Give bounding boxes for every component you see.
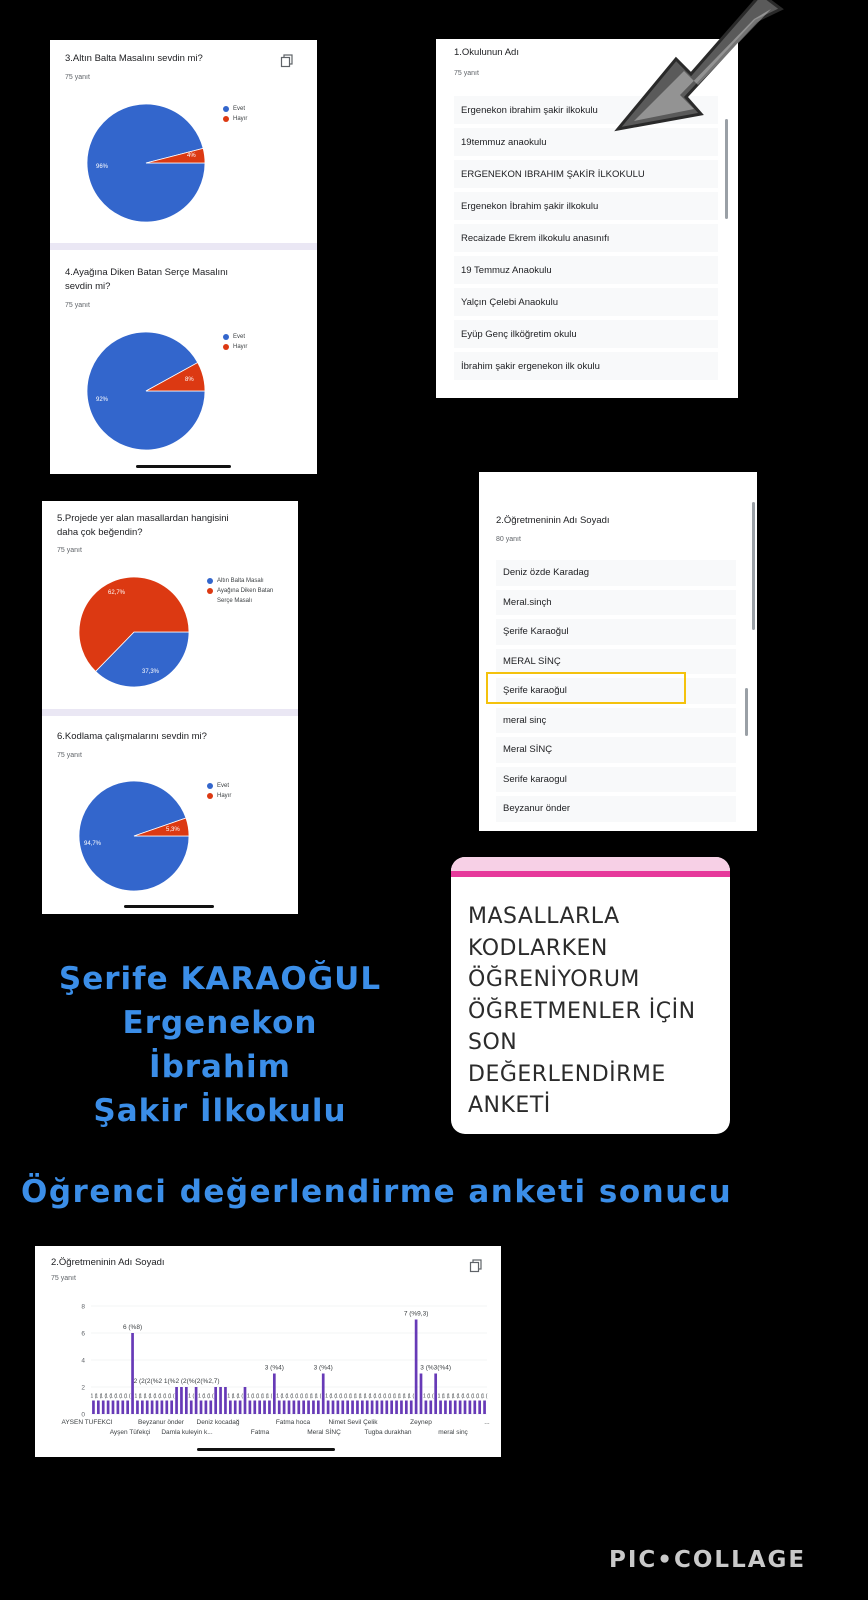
x-tick-label: meral sinç <box>438 1429 468 1436</box>
pie-chart <box>86 103 206 223</box>
data-label: 1 ( <box>369 1393 376 1400</box>
bar <box>312 1401 315 1415</box>
data-label: 1 ( <box>286 1393 292 1400</box>
data-label: 1 ( <box>227 1393 234 1400</box>
slice-label-altin-balta: 37,3% <box>142 669 160 675</box>
bar <box>371 1401 374 1415</box>
data-label: 1 ( <box>198 1393 204 1400</box>
data-label: 1 ( <box>119 1393 126 1400</box>
survey-title <box>468 901 696 1122</box>
bar <box>224 1387 227 1414</box>
data-label: 1 ( <box>374 1393 380 1400</box>
data-label: 1 ( <box>237 1393 244 1400</box>
bar <box>258 1401 261 1415</box>
data-label: 1 ( <box>202 1393 209 1400</box>
bar <box>180 1387 183 1414</box>
pic-collage-watermark: PIC•COLLAGE <box>609 1547 807 1573</box>
data-label: 1 ( <box>364 1393 371 1400</box>
bar <box>249 1401 252 1415</box>
scrollbar[interactable] <box>752 502 755 630</box>
bar <box>263 1401 266 1415</box>
y-tick-label: 0 <box>81 1411 85 1419</box>
school-name: Şakir İlkokulu <box>93 1093 347 1129</box>
list-item: Deniz özde Karadag <box>496 560 736 586</box>
bar <box>381 1401 384 1415</box>
bar <box>151 1401 154 1415</box>
bar <box>415 1320 418 1415</box>
list-item: Recaizade Ekrem ilkokulu anasınıfı <box>454 224 718 252</box>
x-tick-label: ... <box>484 1419 490 1426</box>
response-count: 75 yanıt <box>454 70 479 77</box>
data-label: 1 ( <box>154 1393 160 1400</box>
bar <box>200 1401 203 1415</box>
bar <box>278 1401 281 1415</box>
data-label: 3 (%4) <box>264 1364 284 1372</box>
data-label: 2 (2(2(%2 1(%2 (2(%(2(%2,7) <box>133 1378 220 1385</box>
bar-chart-card <box>35 1246 501 1457</box>
list-item: Şerife Karaoğul <box>496 619 736 645</box>
list-item: Yalçın Çelebi Anaokulu <box>454 288 718 316</box>
bar <box>205 1401 208 1415</box>
bar <box>253 1401 256 1415</box>
list-item: Serife karaogul <box>496 767 736 793</box>
data-label: 1 ( <box>295 1393 302 1400</box>
data-label: 1 ( <box>398 1393 405 1400</box>
list-item: MERAL SİNÇ <box>496 649 736 675</box>
pie-chart <box>78 780 190 892</box>
bar <box>293 1401 296 1415</box>
bar <box>297 1401 300 1415</box>
author-block <box>50 957 390 1133</box>
question-title: 6.Kodlama çalışmalarını sevdin mi? <box>57 731 207 742</box>
bar <box>92 1401 95 1415</box>
data-label: 1 ( <box>95 1393 102 1400</box>
data-label: 1 ( <box>315 1393 322 1400</box>
data-label: 1 ( <box>188 1393 195 1400</box>
bar <box>136 1401 139 1415</box>
bar <box>356 1401 359 1415</box>
section-divider <box>50 243 317 250</box>
bar-chart <box>35 1246 501 1457</box>
bar <box>361 1401 364 1415</box>
data-label: 1 ( <box>378 1393 385 1400</box>
pie-chart <box>78 576 190 688</box>
bar <box>385 1401 388 1415</box>
data-label: 1 ( <box>437 1393 444 1400</box>
bar <box>239 1401 242 1415</box>
data-label: 1 ( <box>466 1393 473 1400</box>
x-tick-label: Ayşen Tüfekçi <box>109 1429 151 1436</box>
data-label: 1 ( <box>246 1393 253 1400</box>
data-label: 1 ( <box>207 1393 214 1400</box>
chart-title: 2.Öğretmeninin Adı Soyadı <box>51 1257 165 1268</box>
bar <box>425 1401 428 1415</box>
list-item: 19 Temmuz Anaokulu <box>454 256 718 284</box>
accent-strip <box>451 857 730 871</box>
data-label: 1 ( <box>305 1393 312 1400</box>
data-label: 1 ( <box>281 1393 288 1400</box>
list-item: Ergenekon ibrahim şakir ilkokulu <box>454 96 718 124</box>
bar <box>102 1401 105 1415</box>
data-label: 1 ( <box>481 1393 488 1400</box>
bar <box>420 1374 423 1415</box>
question-title: 5.Projede yer alan masallardan hangisini daha çok beğendin? <box>57 513 229 538</box>
bar <box>405 1401 408 1415</box>
data-label: 1 ( <box>256 1393 263 1400</box>
bar <box>141 1401 144 1415</box>
response-count: 75 yanıt <box>65 302 90 309</box>
legend-swatch-hayir <box>207 793 213 799</box>
legend-label: Altın Balta Masalı <box>217 578 264 584</box>
list-item: Ergenekon İbrahim şakir ilkokulu <box>454 192 718 220</box>
legend-label: Evet <box>233 334 246 340</box>
title-line: ÖĞRENİYORUM <box>468 967 640 992</box>
x-tick-label: Fatma <box>250 1429 270 1436</box>
bar <box>473 1401 476 1415</box>
bar <box>97 1401 100 1415</box>
question-title: 3.Altın Balta Masalını sevdin mi? <box>65 53 203 64</box>
legend-label: Evet <box>233 106 246 112</box>
data-label: 1 ( <box>261 1393 268 1400</box>
x-tick-label: Zeynep <box>410 1419 432 1426</box>
data-label: 7 (%9,3) <box>403 1310 429 1318</box>
bar <box>434 1374 437 1415</box>
data-label: 1 ( <box>110 1393 116 1400</box>
arrow-annotation <box>606 0 786 169</box>
bar <box>107 1401 110 1415</box>
y-tick-label: 2 <box>81 1384 85 1392</box>
data-label: 1 ( <box>310 1393 317 1400</box>
legend-label: Hayır <box>233 116 248 122</box>
bar <box>288 1401 291 1415</box>
data-label: 1 ( <box>100 1393 107 1400</box>
section-heading: Öğrenci değerlendirme anketi sonucu <box>21 1174 733 1210</box>
data-label: 1 ( <box>266 1393 273 1400</box>
bar <box>244 1387 247 1414</box>
scrollbar[interactable] <box>745 688 748 736</box>
data-label: 1 ( <box>105 1393 112 1400</box>
bar <box>268 1401 271 1415</box>
data-label: 1 ( <box>158 1393 165 1400</box>
data-label: 1 ( <box>334 1393 341 1400</box>
slice-label-serce: 62,7% <box>108 590 126 596</box>
slice-label-evet: 94,7% <box>84 841 102 847</box>
title-line: KODLARKEN <box>468 935 608 961</box>
data-label: 1 ( <box>168 1393 175 1400</box>
bar <box>459 1401 462 1415</box>
pie-chart <box>86 331 206 451</box>
bar <box>444 1401 447 1415</box>
data-label: 1 ( <box>251 1393 258 1400</box>
bar <box>366 1401 369 1415</box>
list-card-q1 <box>436 39 738 398</box>
question-title: 4.Ayağına Diken Batan Serçe Masalını sevdin mi? <box>65 267 229 292</box>
slice-label-hayir: 5,3% <box>166 827 180 833</box>
bar <box>229 1401 232 1415</box>
legend-label: Hayır <box>233 344 248 350</box>
bar <box>131 1333 134 1414</box>
legend-label: Evet <box>217 783 230 789</box>
data-label: 1 ( <box>344 1393 351 1400</box>
home-indicator <box>136 465 231 468</box>
legend-swatch-evet <box>223 106 229 112</box>
bar <box>283 1401 286 1415</box>
legend <box>207 781 231 801</box>
response-count: 75 yanıt <box>51 1275 76 1282</box>
title-line: MASALLARLA <box>468 904 620 929</box>
bar <box>156 1401 159 1415</box>
bar <box>214 1387 217 1414</box>
y-tick-label: 8 <box>81 1303 85 1311</box>
data-label: 3 (%3(%4) <box>420 1364 452 1372</box>
data-label: 1 ( <box>163 1393 170 1400</box>
y-tick-label: 6 <box>81 1330 85 1338</box>
x-tick-label: Deniz kocadağ <box>196 1419 240 1426</box>
bar <box>327 1401 330 1415</box>
bar <box>112 1401 115 1415</box>
data-label: 1 ( <box>139 1393 146 1400</box>
bar <box>165 1401 168 1415</box>
bar <box>400 1401 403 1415</box>
data-label: 1 ( <box>359 1393 366 1400</box>
author-name: Şerife KARAOĞUL <box>58 961 382 997</box>
legend-swatch-evet <box>207 783 213 789</box>
response-count: 75 yanıt <box>57 752 82 759</box>
data-label: 6 (%8) <box>122 1324 143 1331</box>
highlight-box <box>486 672 686 704</box>
bar <box>351 1401 354 1415</box>
bar <box>117 1401 120 1415</box>
data-label: 1 ( <box>276 1393 283 1400</box>
list-item: meral sinç <box>496 708 736 734</box>
section-divider <box>42 709 298 716</box>
title-line: ANKETİ <box>468 1093 551 1118</box>
data-label: 1 ( <box>408 1393 415 1400</box>
bar <box>234 1401 237 1415</box>
bar <box>341 1401 344 1415</box>
accent-strip <box>451 871 730 877</box>
list-card-q2 <box>479 472 757 831</box>
x-tick-label: Nimet Sevil Çelik <box>328 1419 378 1426</box>
data-label: 1 ( <box>457 1393 464 1400</box>
legend-swatch-hayir <box>223 344 229 350</box>
bar <box>322 1374 325 1415</box>
legend-swatch-serce <box>207 588 213 594</box>
title-line: ÖĞRETMENLER İÇİN <box>468 998 696 1024</box>
home-indicator <box>197 1448 335 1451</box>
data-label: 1 ( <box>422 1393 429 1400</box>
bar <box>209 1401 212 1415</box>
slice-label-hayir: 4% <box>187 153 196 159</box>
bar <box>410 1401 413 1415</box>
x-tick-label: Tugba durakhan <box>364 1429 412 1436</box>
title-line: DEĞERLENDİRME <box>468 1061 666 1087</box>
y-tick-label: 4 <box>81 1357 85 1365</box>
legend-label: Ayağına Diken Batan Serçe Masalı <box>217 588 274 604</box>
home-indicator <box>124 905 214 908</box>
bar <box>121 1401 124 1415</box>
bar <box>449 1401 452 1415</box>
legend <box>223 104 247 124</box>
data-label: 1 ( <box>124 1393 131 1400</box>
bar <box>346 1401 349 1415</box>
x-tick-label: Fatma hoca <box>275 1419 311 1426</box>
bar <box>395 1401 398 1415</box>
x-tick-label: AYSEN TUFEKCI <box>61 1419 113 1426</box>
bar <box>478 1401 481 1415</box>
bar <box>439 1401 442 1415</box>
legend-swatch-altin-balta <box>207 578 213 584</box>
response-count: 80 yanıt <box>496 536 521 543</box>
bar <box>376 1401 379 1415</box>
bar <box>190 1401 193 1415</box>
slice-label-evet: 96% <box>96 164 109 170</box>
data-label: 1 ( <box>354 1393 361 1400</box>
title-line: SON <box>468 1030 518 1055</box>
data-label: 1 ( <box>388 1393 395 1400</box>
copy-icon[interactable] <box>280 54 294 68</box>
bar <box>175 1387 178 1414</box>
list-item: Eyüp Genç ilköğretim okulu <box>454 320 718 348</box>
bar <box>464 1401 467 1415</box>
data-label: 1 ( <box>403 1393 410 1400</box>
list-item: Şerife karaoğul <box>496 678 736 704</box>
bar <box>332 1401 335 1415</box>
data-label: 1 ( <box>325 1393 332 1400</box>
bar <box>469 1401 472 1415</box>
school-name: Ergenekon İbrahim <box>122 1005 318 1085</box>
bar <box>317 1401 320 1415</box>
question-title: 2.Öğretmeninin Adı Soyadı <box>496 515 610 526</box>
x-tick-label: Meral SİNÇ <box>307 1429 341 1436</box>
legend <box>207 576 273 606</box>
data-label: 1 ( <box>427 1393 434 1400</box>
survey-title-card <box>451 857 730 1134</box>
data-label: 1 ( <box>452 1393 459 1400</box>
bar <box>483 1401 486 1415</box>
bar <box>146 1401 149 1415</box>
question-title: 1.Okulunun Adı <box>454 47 519 58</box>
legend-label: Hayır <box>217 793 232 799</box>
bar <box>195 1387 198 1414</box>
data-label: 1 ( <box>447 1393 454 1400</box>
list-item: Meral.sinçh <box>496 590 736 616</box>
bar <box>302 1401 305 1415</box>
data-label: 1 ( <box>462 1393 468 1400</box>
bar <box>170 1401 173 1415</box>
list-item: İbrahim şakir ergenekon ilk okulu <box>454 352 718 380</box>
data-label: 1 ( <box>232 1393 239 1400</box>
bar <box>273 1374 276 1415</box>
data-label: 1 ( <box>393 1393 400 1400</box>
data-label: 1 ( <box>383 1393 390 1400</box>
pie-card-q3-q4 <box>50 40 317 474</box>
legend-swatch-hayir <box>223 116 229 122</box>
bar <box>219 1387 222 1414</box>
data-label: 3 (%4) <box>313 1364 333 1372</box>
data-label: 1 ( <box>330 1393 336 1400</box>
slice-label-evet: 92% <box>96 397 109 403</box>
data-label: 1 ( <box>442 1393 449 1400</box>
bar <box>126 1401 129 1415</box>
data-label: 1 ( <box>471 1393 478 1400</box>
bar <box>307 1401 310 1415</box>
data-label: 1 ( <box>349 1393 356 1400</box>
data-label: 1 ( <box>149 1393 156 1400</box>
x-tick-label: Beyzanur önder <box>138 1419 184 1426</box>
bar <box>161 1401 164 1415</box>
bar <box>429 1401 432 1415</box>
data-label: 1 ( <box>144 1393 151 1400</box>
data-label: 1 ( <box>339 1393 346 1400</box>
list-item: Beyzanur önder <box>496 796 736 822</box>
data-label: 1 ( <box>90 1393 97 1400</box>
data-label: 1 ( <box>300 1393 307 1400</box>
bar <box>185 1387 188 1414</box>
data-label: 1 ( <box>476 1393 483 1400</box>
legend-swatch-evet <box>223 334 229 340</box>
response-count: 75 yanıt <box>57 547 82 554</box>
bar <box>390 1401 393 1415</box>
data-label: 1 ( <box>114 1393 121 1400</box>
data-label: 1 ( <box>290 1393 297 1400</box>
slice-label-hayir: 8% <box>185 377 194 383</box>
list-item: ERGENEKON IBRAHIM ŞAKİR İLKOKULU <box>454 160 718 188</box>
data-label: 1 ( <box>134 1393 141 1400</box>
bar <box>454 1401 457 1415</box>
legend <box>223 332 247 352</box>
pie-card-q5-q6 <box>42 501 298 914</box>
list-item: 19temmuz anaokulu <box>454 128 718 156</box>
response-count: 75 yanıt <box>65 74 90 81</box>
x-tick-label: Damla kuleyin k... <box>161 1429 213 1436</box>
list-item: Meral SİNÇ <box>496 737 736 763</box>
bar <box>337 1401 340 1415</box>
